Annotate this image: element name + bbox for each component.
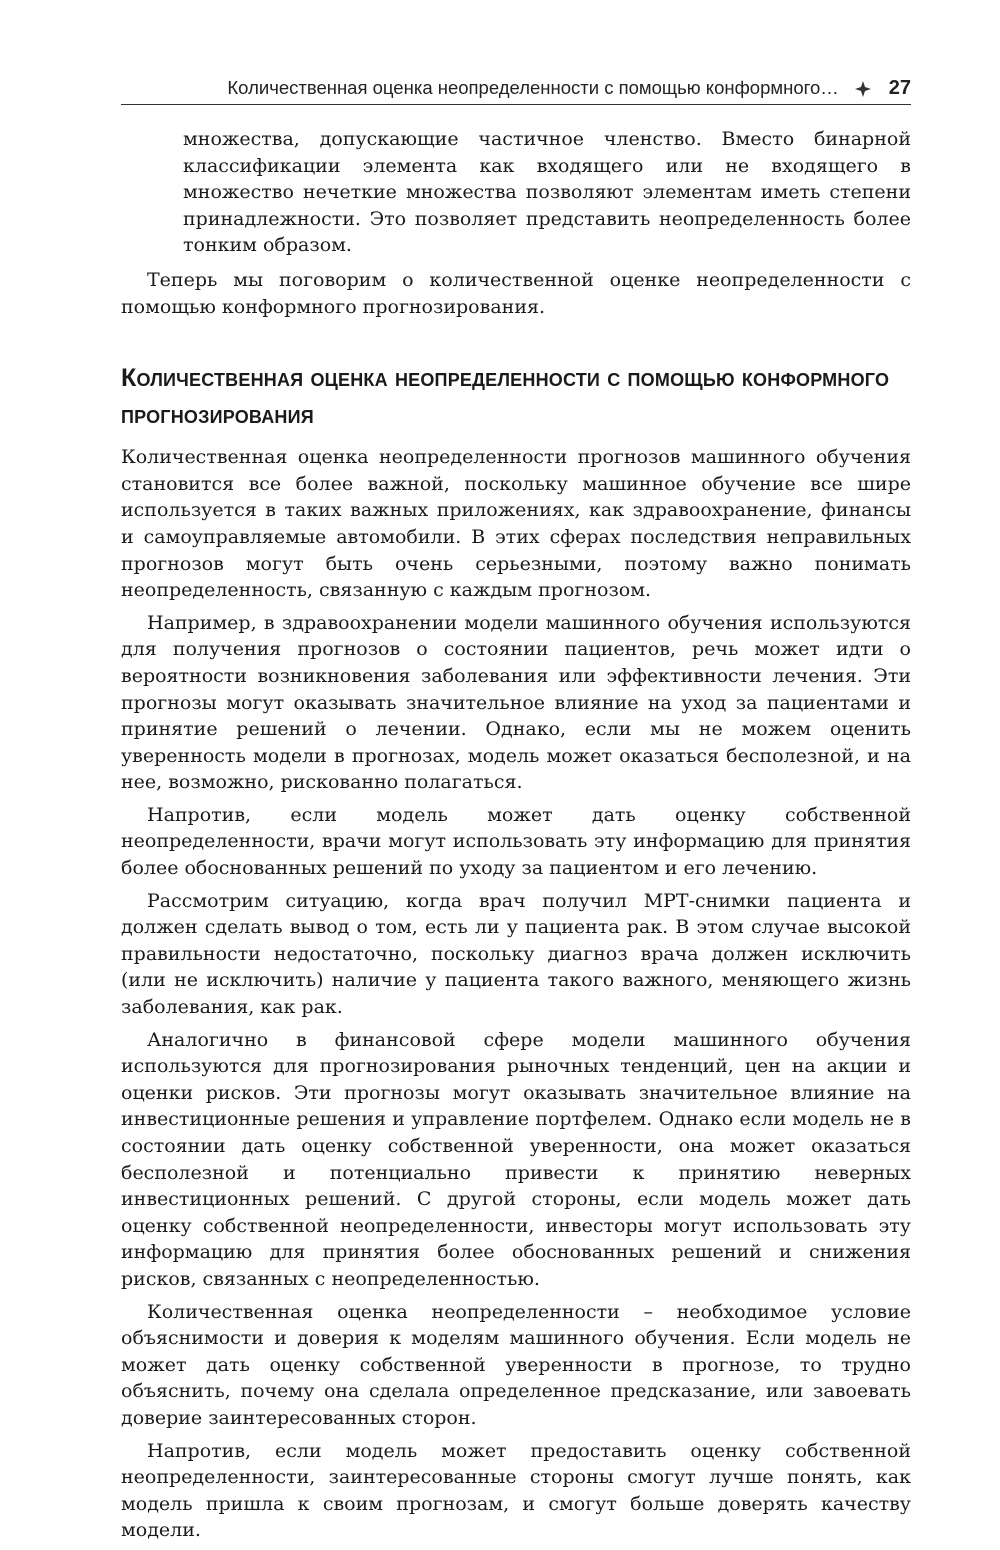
body-paragraph-2: Например, в здравоохранении модели машинного обучения используются для получения прогнозов о состоянии пациентов, речь может идти о вероятности возникновения заболевания или эффективности лечения. Эти прогнозы могут оказывать значительное влияние на уход за пациентами и принятие решений о лечении. Однако, если мы не можем оценить уверенность модели в прогнозах, модель может оказаться бесполезной, и на нее, возможно, рискованно полагаться. [121, 611, 911, 794]
body-paragraph-1: Количественная оценка неопределенности прогнозов машинного обучения становится все более важной, поскольку машинное обучение все шире используется в таких важных приложениях, как здравоохранение, финансы и самоуправляемые автомобили. В этих сферах последствия неправильных прогнозов могут быть очень серьезными, поэтому важно понимать неопределенность, связанную с каждым прогнозом. [121, 446, 911, 602]
ornament-diamond-icon [855, 80, 871, 96]
page-content [121, 126, 911, 1550]
body-paragraph-6: Количественная оценка неопределенности – необходимое условие объяснимости и доверия к моделям машинного обучения. Если модель не может дать оценку собственной уверенности в прогнозе, то трудно объяснить, почему она сделала определенное предсказание, или завоевать доверие заинтересованных сторон. [121, 1300, 911, 1429]
body-paragraph-4: Рассмотрим ситуацию, когда врач получил МРТ-снимки пациента и должен сделать вывод о том, есть ли у пациента рак. В этом случае высокой правильности недостаточно, поскольку диагноз врача должен исключить (или не исключить) наличие у пациента такого важного, меняющего жизнь заболевания, как рак. [121, 889, 911, 1019]
body-paragraph-3: Напротив, если модель может дать оценку собственной неопределенности, врачи могут использовать эту информацию для принятия более обоснованных решений по уходу за пациентом и его лечению. [121, 803, 911, 880]
body-paragraph-7: Напротив, если модель может предоставить оценку собственной неопределенности, заинтересованные стороны смогут лучше понять, как модель пришла к своим прогнозам, и смогут больше доверять качеству модели. [121, 1439, 911, 1542]
list-item-continuation: множества, допускающие частичное членство. Вместо бинарной классификации элемента как входящего или не входящего в множество нечеткие множества позволяют элементам иметь степени принадлежности. Это позволяет представить неопределенность более тонким образом. [183, 128, 911, 257]
page-number: 27 [888, 76, 911, 99]
running-header [121, 72, 911, 105]
running-title: Количественная оценка неопределенности с помощью конформного… [227, 77, 839, 98]
body-paragraph-5: Аналогично в финансовой сфере модели машинного обучения используются для прогнозирования рыночных тенденций, цен на акции и оценки рисков. Эти прогнозы могут оказывать значительное влияние на инвестиционные решения и управление портфелем. Однако если модель не в состоянии дать оценку собственной уверенности, она может оказаться бесполезной и потенциально привести к принятию неверных инвестиционных решений. С другой стороны, если модель может дать оценку собственной неопределенности, инвесторы могут использовать эту информацию для принятия более обоснованных решений и снижения рисков, связанных с неопределенностью. [121, 1028, 911, 1290]
transition-paragraph: Теперь мы поговорим о количественной оценке неопределенности с помощью конформного прогнозирования. [121, 268, 911, 318]
section-heading: Количественная оценка неопределенности с помощью конформного прогнозирования [121, 364, 890, 430]
